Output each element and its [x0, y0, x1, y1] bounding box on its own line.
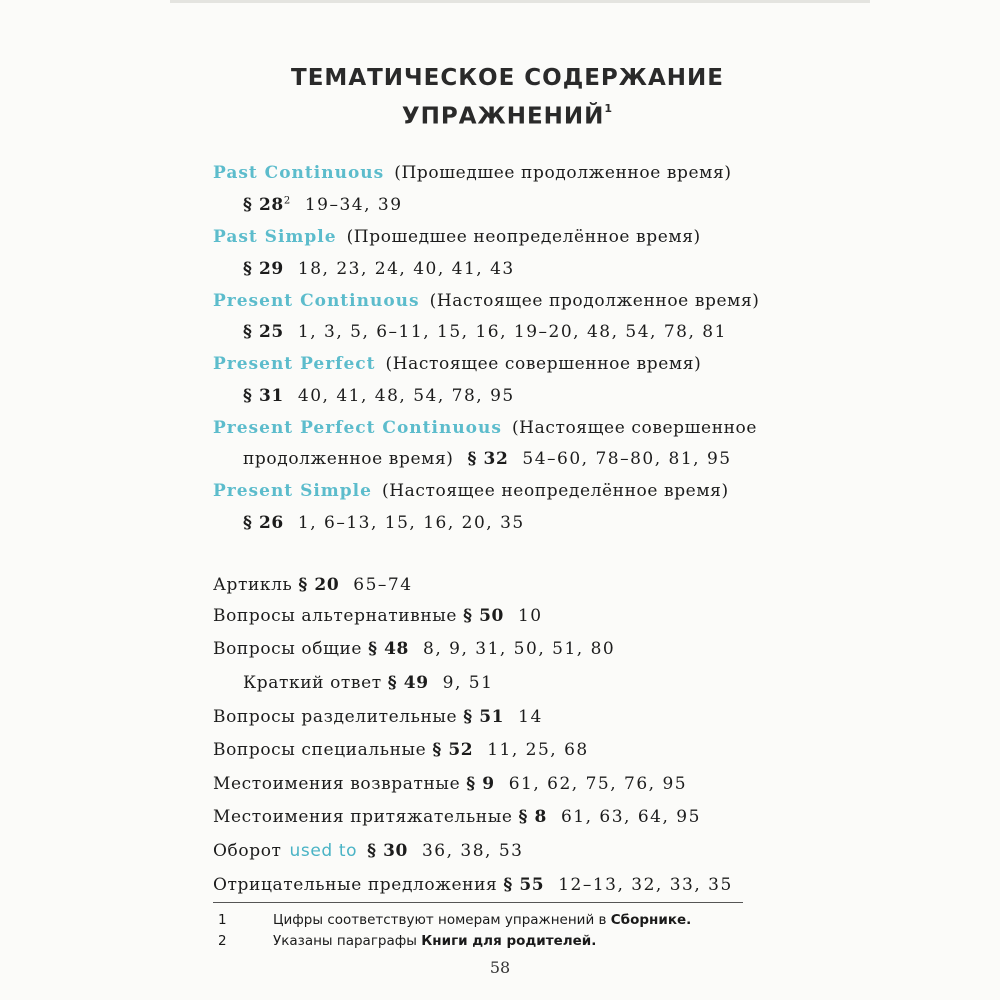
topic-label: Артикль: [213, 575, 293, 595]
exercise-numbers: 19–34, 39: [304, 195, 403, 215]
page-number: 58: [489, 958, 511, 977]
topic-label: Местоимения притяжательные: [213, 807, 513, 827]
exercise-numbers: 1, 6–13, 15, 16, 20, 35: [297, 513, 525, 533]
topic-label: Вопросы альтернативные: [213, 606, 458, 626]
tense-entry-present-perfect: [213, 354, 701, 374]
tense-description: (Настоящее неопределённое время): [381, 481, 729, 501]
tense-refs-present-perfect: [243, 386, 515, 406]
topic-label: Оборот: [213, 841, 282, 861]
topic-label: Вопросы общие: [213, 639, 363, 659]
paragraph-ref: § 31: [243, 386, 284, 406]
topic-label: Местоимения возвратные: [213, 774, 461, 794]
tense-name: Present Perfect Continuous: [213, 418, 502, 438]
paragraph-ref: § 49: [387, 673, 429, 693]
exercise-numbers: 8, 9, 31, 50, 51, 80: [423, 639, 616, 659]
tense-refs-present-perfect-continuous: [243, 449, 732, 469]
paragraph-ref: § 9: [466, 774, 495, 794]
paragraph-footnote-mark: 2: [283, 195, 291, 207]
tense-name: Past Simple: [213, 227, 337, 247]
exercise-numbers: 9, 51: [442, 673, 494, 693]
exercise-numbers: 10: [517, 606, 543, 626]
tense-entry-present-continuous: [213, 291, 760, 311]
topic-entry-used-to: [213, 841, 523, 861]
exercise-numbers: 61, 62, 75, 76, 95: [508, 774, 688, 794]
topic-entry-possessive-pronouns: [213, 807, 701, 827]
footnote-divider: [213, 902, 743, 903]
paragraph-ref: [243, 195, 291, 215]
paragraph-ref: § 50: [463, 606, 504, 626]
paragraph-ref: § 51: [463, 707, 505, 727]
paragraph-ref: § 32: [467, 449, 509, 469]
paragraph-ref: § 26: [243, 513, 284, 533]
topic-entry-reflexive-pronouns: [213, 774, 687, 794]
title-line-1: ТЕМАТИЧЕСКОЕ СОДЕРЖАНИЕ: [291, 65, 724, 91]
tense-name: Present Perfect: [213, 354, 376, 374]
tense-refs-past-simple: [243, 259, 515, 279]
exercise-numbers: 61, 63, 64, 95: [560, 807, 701, 827]
tense-refs-present-simple: [243, 513, 525, 533]
tense-refs-past-continuous: [243, 195, 403, 215]
title-line-2-text: УПРАЖНЕНИЙ: [401, 103, 605, 130]
paragraph-ref: § 30: [367, 841, 408, 861]
paragraph-ref: § 25: [243, 322, 284, 342]
topic-entry-negative-sentences: [213, 875, 733, 895]
footnote-text: Указаны параграфы: [273, 933, 422, 949]
tense-name: Present Simple: [213, 481, 372, 501]
footnote-number: 2: [218, 933, 227, 949]
title-line-2: [15, 95, 1000, 134]
topic-entry-short-answer: [243, 673, 493, 693]
topic-label: Вопросы специальные: [213, 740, 427, 760]
tense-description: (Настоящее совершенное: [511, 418, 758, 438]
topic-entry-general-questions: [213, 639, 615, 659]
exercise-numbers: 14: [518, 707, 543, 727]
exercise-numbers: 1, 3, 5, 6–11, 15, 16, 19–20, 48, 54, 78, 81: [297, 322, 727, 342]
topic-entry-special-questions: [213, 740, 589, 760]
title-footnote-mark: 1: [604, 102, 614, 115]
footnote-bold-text: Книги для родителей.: [421, 933, 597, 949]
tense-name: Past Continuous: [213, 163, 385, 183]
topic-entry-alternative-questions: [213, 606, 543, 626]
paragraph-ref: § 20: [298, 575, 340, 595]
exercise-numbers: 65–74: [353, 575, 413, 595]
footnote-2: [218, 933, 596, 949]
paragraph-ref: § 55: [503, 875, 545, 895]
tense-entry-past-simple: [213, 227, 701, 247]
paragraph-ref: § 48: [368, 639, 409, 659]
footnote-text: Цифры соответствуют номерам упражнений в: [273, 912, 611, 928]
footnote-1: [218, 912, 691, 928]
tense-name: Present Continuous: [213, 291, 420, 311]
paragraph-ref: § 8: [518, 807, 547, 827]
tense-description: (Настоящее совершенное время): [385, 354, 702, 374]
tense-entry-past-continuous: [213, 163, 732, 183]
footnote-bold-text: Сборнике.: [610, 912, 692, 928]
exercise-numbers: 40, 41, 48, 54, 78, 95: [297, 386, 515, 406]
exercise-numbers: 54–60, 78–80, 81, 95: [522, 449, 732, 469]
topic-label: Отрицательные предложения: [213, 875, 498, 895]
tense-refs-present-continuous: [243, 322, 727, 342]
topic-entry-tag-questions: [213, 707, 543, 727]
exercise-numbers: 11, 25, 68: [487, 740, 589, 760]
tense-description: (Прошедшее продолженное время): [394, 163, 732, 183]
exercise-numbers: 18, 23, 24, 40, 41, 43: [297, 259, 515, 279]
tense-description-continued: продолженное время): [243, 449, 454, 469]
tense-entry-present-perfect-continuous: [213, 418, 757, 438]
topic-label: Краткий ответ: [243, 673, 382, 693]
tense-description: (Настоящее продолженное время): [429, 291, 760, 311]
exercise-numbers: 36, 38, 53: [421, 841, 524, 861]
used-to-phrase: used to: [289, 841, 358, 861]
paragraph-ref: § 52: [432, 740, 474, 760]
paragraph-ref: § 29: [243, 259, 284, 279]
tense-description: (Прошедшее неопределённое время): [346, 227, 701, 247]
footnote-number: 1: [218, 912, 227, 928]
exercise-numbers: 12–13, 32, 33, 35: [558, 875, 733, 895]
paragraph-number: § 28: [243, 195, 284, 215]
topic-entry-article: [213, 575, 413, 595]
tense-entry-present-simple: [213, 481, 729, 501]
page-title: [0, 62, 1000, 134]
top-edge-line: [170, 0, 870, 3]
topic-label: Вопросы разделительные: [213, 707, 458, 727]
